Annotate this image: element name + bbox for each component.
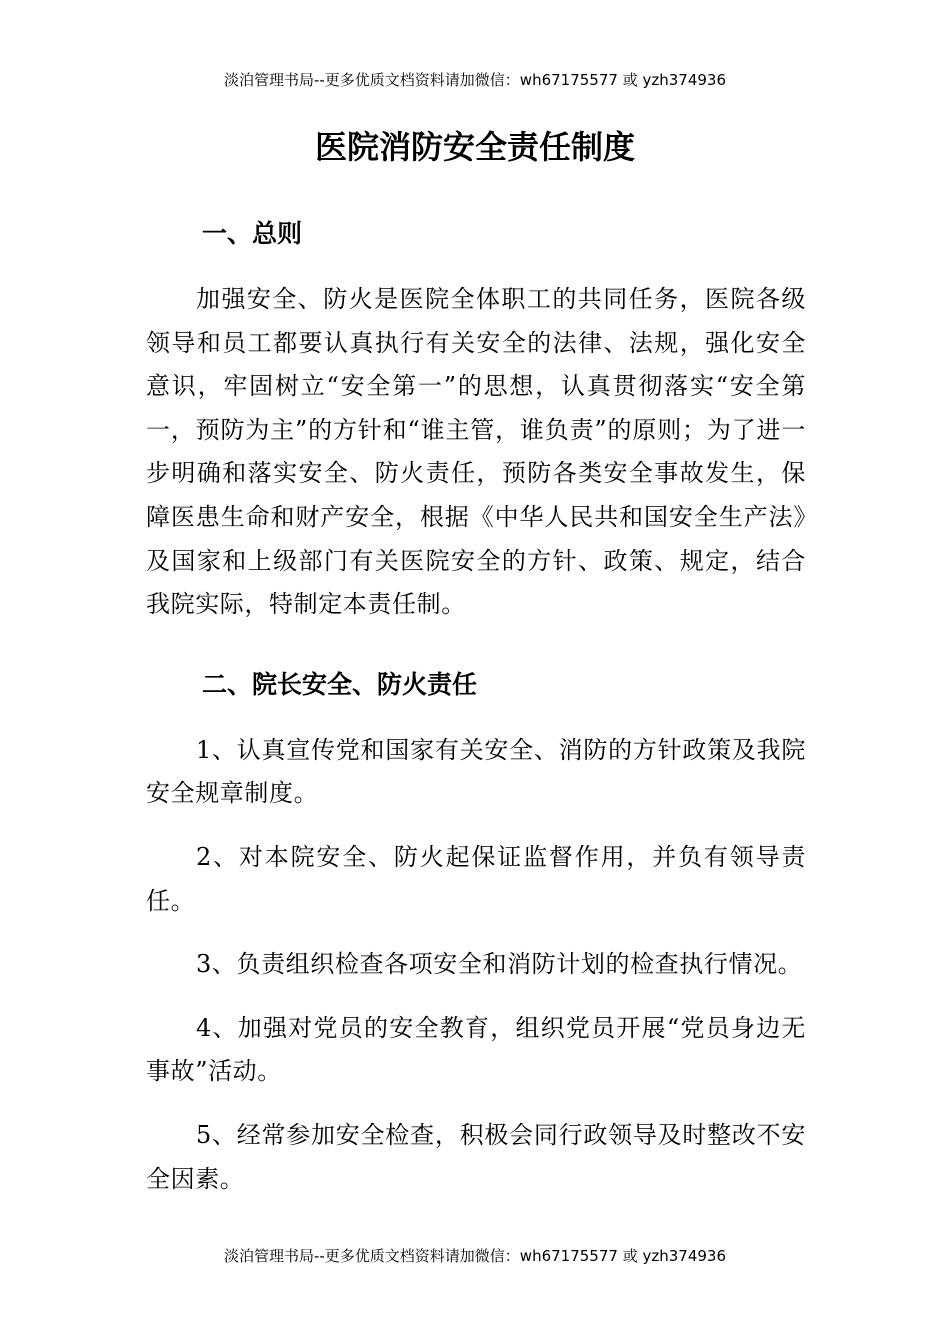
duty-item-2: 2、对本院安全、防火起保证监督作用，并负有领导责任。 xyxy=(146,842,806,915)
header-watermark: 淡泊管理书局--更多优质文档资料请加微信：wh67175577 或 yzh374936 xyxy=(223,71,726,89)
section-heading-director-duties: 二、院长安全、防火责任 xyxy=(202,669,478,699)
duty-item-1: 1、认真宣传党和国家有关安全、消防的方针政策及我院安全规章制度。 xyxy=(146,735,806,808)
document-body xyxy=(146,210,806,1201)
duty-item-5: 5、经常参加安全检查，积极会同行政领导及时整改不安全因素。 xyxy=(146,1120,806,1193)
general-paragraph: 加强安全、防火是医院全体职工的共同任务，医院各级领导和员工都要认真执行有关安全的法律、法规，强化安全意识，牢固树立“安全第一”的思想，认真贯彻落实“安全第一，预防为主”的方针和“谁主管，谁负责”的原则；为了进一步明确和落实安全、防火责任，预防各类安全事故发生，保障医患生命和财产安全，根据《中华人民共和国安全生产法》及国家和上级部门有关医院安全的方针、政策、规定，结合我院实际，特制定本责任制。 xyxy=(146,285,806,619)
document-title: 医院消防安全责任制度 xyxy=(314,128,635,166)
section-heading-general: 一、总则 xyxy=(202,219,303,248)
duty-item-4: 4、加强对党员的安全教育，组织党员开展“党员身边无事故”活动。 xyxy=(146,1013,806,1086)
duty-item-3: 3、负责组织检查各项安全和消防计划的检查执行情况。 xyxy=(196,950,803,979)
footer-watermark: 淡泊管理书局--更多优质文档资料请加微信：wh67175577 或 yzh374936 xyxy=(223,1247,726,1265)
